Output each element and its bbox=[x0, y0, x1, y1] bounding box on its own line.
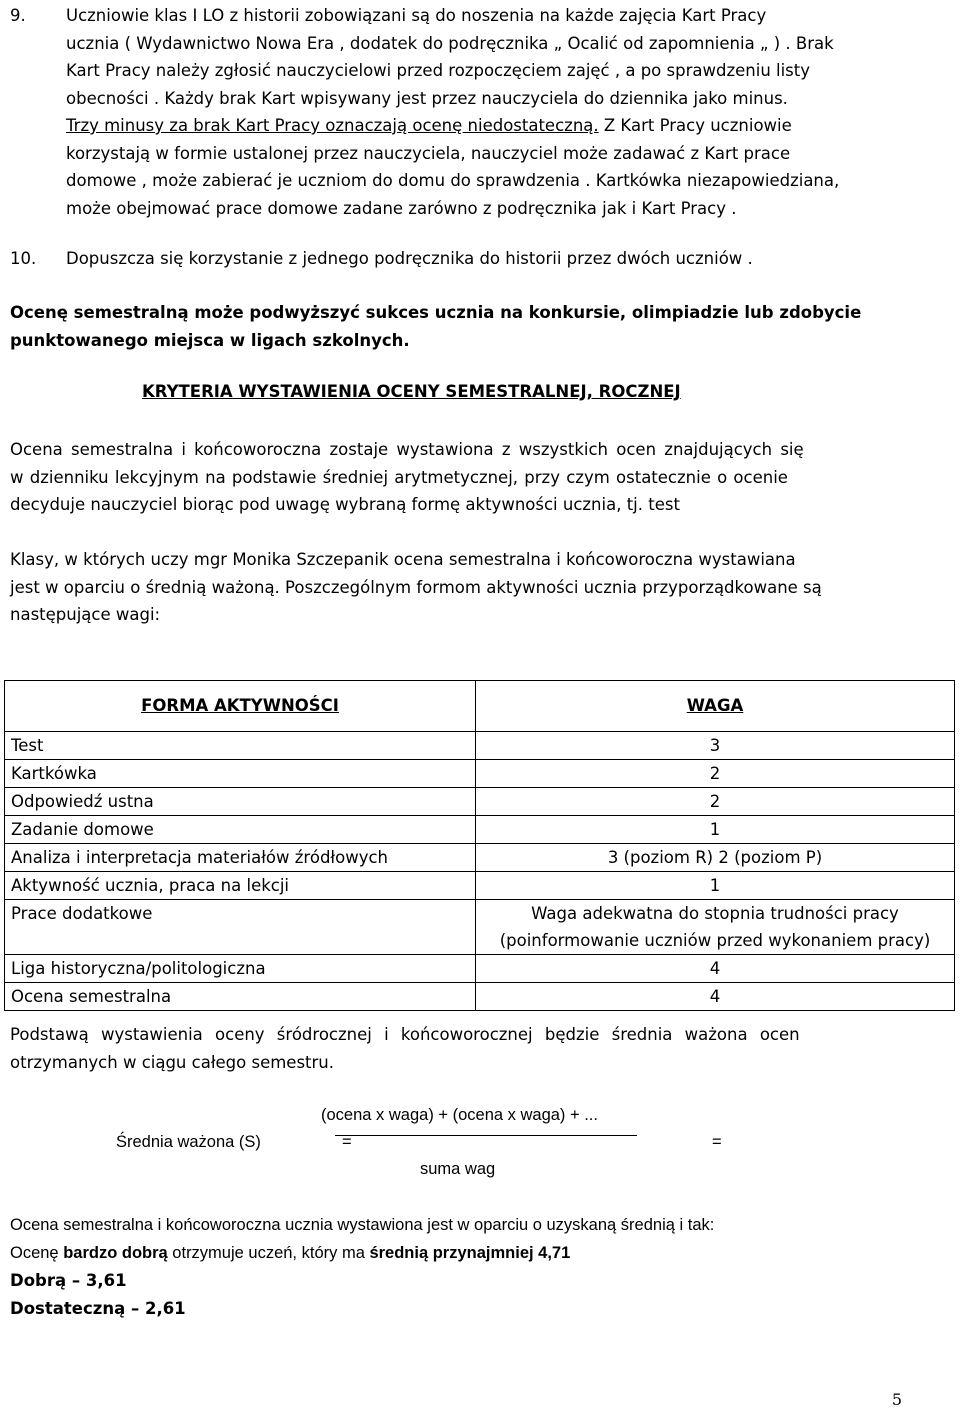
row-weight: 3 bbox=[476, 732, 955, 760]
row-form: Analiza i interpretacja materiałów źródłowych bbox=[5, 844, 476, 872]
row-form: Odpowiedź ustna bbox=[5, 788, 476, 816]
podstawa-line-2: otrzymanych w ciągu całego semestru. bbox=[10, 1052, 334, 1072]
klasy-paragraph bbox=[10, 546, 900, 629]
sukces-line-1: Ocenę semestralną może podwyższyć sukces ucznia na konkursie, olimpiadzie lub zdobycie bbox=[10, 303, 862, 322]
ocena-line-2: w dzienniku lekcyjnym na podstawie średniej arytmetycznej, przy czym ostatecznie o ocenie bbox=[10, 467, 788, 487]
item-9-minus-rule: Trzy minusy za brak Kart Pracy oznaczają ocenę niedostateczną. bbox=[66, 116, 599, 135]
item-9-line-2: ucznia ( Wydawnictwo Nowa Era , dodatek do podręcznika „ Ocalić od zapomnienia „ ) . Brak bbox=[66, 33, 834, 53]
final-line-2 bbox=[10, 1240, 950, 1268]
header-form: FORMA AKTYWNOŚCI bbox=[5, 681, 476, 732]
item-9-line-8: może obejmować prace domowe zadane zarówno z podręcznika jak i Kart Pracy . bbox=[66, 198, 737, 218]
item-10-number: 10. bbox=[10, 249, 37, 268]
fraction-line bbox=[335, 1135, 637, 1136]
row-weight: 3 (poziom R) 2 (poziom P) bbox=[476, 844, 955, 872]
row-weight: 4 bbox=[476, 955, 955, 983]
row-form: Ocena semestralna bbox=[5, 983, 476, 1011]
row-weight: 2 bbox=[476, 788, 955, 816]
item-9-line-7: domowe , może zabierać je uczniom do domu do sprawdzenia . Kartkówka niezapowiedziana, bbox=[66, 171, 840, 190]
table-row bbox=[5, 816, 955, 844]
ocena-line-1: Ocena semestralna i końcoworoczna zostaje wystawiona z wszystkich ocen znajdujących się bbox=[10, 440, 804, 459]
final-line-4: Dostateczną – 2,61 bbox=[10, 1298, 186, 1318]
klasy-line-2 bbox=[10, 574, 900, 602]
item-9-line-5-rest: Z Kart Pracy uczniowie bbox=[598, 116, 792, 135]
kryteria-heading: KRYTERIA WYSTAWIENIA OCENY SEMESTRALNEJ, ROCZNEJ bbox=[142, 382, 681, 401]
row-form: Zadanie domowe bbox=[5, 816, 476, 844]
final-line-2-d: średnią przynajmniej 4,71 bbox=[369, 1243, 571, 1262]
item-10-text: Dopuszcza się korzystanie z jednego podręcznika do historii przez dwóch uczniów . bbox=[66, 249, 753, 268]
sukces-line-2: punktowanego miejsca w ligach szkolnych. bbox=[10, 330, 410, 350]
item-9-line-5 bbox=[66, 112, 900, 140]
item-9-line-1: Uczniowie klas I LO z historii zobowiązani są do noszenia na każde zajęcia Kart Pracy bbox=[66, 6, 767, 25]
podstawa-line-1: Podstawą wystawienia oceny śródrocznej i końcoworocznej będzie średnia ważona ocen bbox=[10, 1025, 800, 1044]
row-form: Prace dodatkowe bbox=[5, 900, 476, 955]
item-9-text bbox=[66, 2, 900, 222]
table-row bbox=[5, 900, 955, 955]
formula-denominator: suma wag bbox=[420, 1160, 496, 1178]
sukces-paragraph bbox=[10, 299, 900, 354]
table-row bbox=[5, 983, 955, 1011]
row-weight: 1 bbox=[476, 816, 955, 844]
row-form: Kartkówka bbox=[5, 760, 476, 788]
final-line-3: Dobrą – 3,61 bbox=[10, 1271, 127, 1290]
row-weight bbox=[476, 900, 955, 955]
final-line-2-b: bardzo dobrą bbox=[63, 1243, 168, 1262]
formula-label: Średnia ważona (S) bbox=[116, 1133, 261, 1151]
table-row bbox=[5, 788, 955, 816]
weights-table bbox=[4, 680, 955, 1011]
table-row bbox=[5, 872, 955, 900]
item-9-line-3: Kart Pracy należy zgłosić nauczycielowi przed rozpoczęciem zajęć , a po sprawdzeniu listy bbox=[66, 61, 811, 80]
row-form: Aktywność ucznia, praca na lekcji bbox=[5, 872, 476, 900]
final-line-2-c: otrzymuje uczeń, który ma bbox=[167, 1243, 370, 1262]
final-section bbox=[10, 1212, 950, 1322]
klasy-line-1: Klasy, w których uczy mgr Monika Szczepanik ocena semestralna i końcoworoczna wystawiana bbox=[10, 550, 796, 569]
ocena-line-3: decyduje nauczyciel biorąc pod uwagę wybraną formę aktywności ucznia, tj. test bbox=[10, 495, 680, 514]
header-weight: WAGA bbox=[476, 681, 955, 732]
klasy-line-3: następujące wagi: bbox=[10, 605, 161, 624]
row-weight: 2 bbox=[476, 760, 955, 788]
ocena-paragraph bbox=[10, 436, 900, 519]
table-row bbox=[5, 955, 955, 983]
table-row bbox=[5, 844, 955, 872]
row-weight-line-2: (poinformowanie uczniów przed wykonaniem pracy) bbox=[499, 931, 931, 950]
final-line-1: Ocena semestralna i końcoworoczna ucznia wystawiona jest w oparciu o uzyskaną średnią i tak: bbox=[10, 1216, 715, 1234]
table-row bbox=[5, 760, 955, 788]
formula-equals-2: = bbox=[712, 1133, 722, 1151]
formula-equals-1: = bbox=[342, 1133, 352, 1151]
page-number: 5 bbox=[891, 1390, 902, 1409]
row-form: Test bbox=[5, 732, 476, 760]
podstawa-paragraph bbox=[10, 1021, 900, 1076]
row-form: Liga historyczna/politologiczna bbox=[5, 955, 476, 983]
table-row bbox=[5, 732, 955, 760]
row-weight: 1 bbox=[476, 872, 955, 900]
item-9-number: 9. bbox=[10, 6, 26, 25]
final-line-2-a: Ocenę bbox=[10, 1243, 64, 1262]
item-9-line-6: korzystają w formie ustalonej przez nauczyciela, nauczyciel może zadawać z Kart prace bbox=[66, 143, 791, 163]
table-header-row bbox=[5, 681, 955, 732]
item-9-line-4: obecności . Każdy brak Kart wpisywany jest przez nauczyciela do dziennika jako minus. bbox=[66, 88, 788, 108]
row-weight-line-1: Waga adekwatna do stopnia trudności pracy bbox=[531, 904, 899, 923]
klasy-line-2-text: jest w oparciu o średnią ważoną. Poszczególnym formom aktywności ucznia przyporządkowane są bbox=[10, 577, 822, 597]
formula-numerator: (ocena x waga) + (ocena x waga) + ... bbox=[321, 1106, 598, 1124]
row-weight: 4 bbox=[476, 983, 955, 1011]
